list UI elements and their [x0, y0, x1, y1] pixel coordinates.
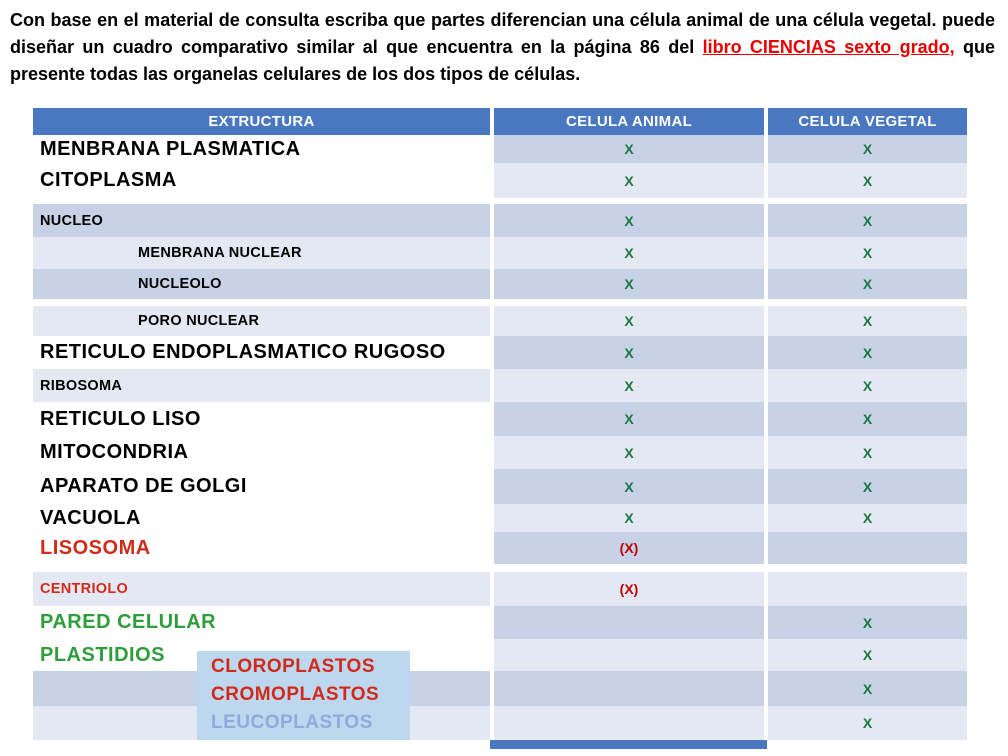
animal-cell-mark: X — [490, 436, 764, 469]
animal-cell-mark: X — [490, 204, 764, 237]
organelle-label: NUCLEOLO — [33, 269, 490, 299]
organelle-label: APARATO DE GOLGI — [33, 469, 490, 504]
vegetal-cell-mark: X — [764, 606, 967, 639]
vegetal-cell-mark: X — [764, 306, 967, 336]
organelle-label: MITOCONDRIA — [33, 436, 490, 469]
intro-text-end: que presente todas las organelas celulares de los dos tipos de células. — [10, 37, 995, 84]
vegetal-cell-mark: X — [764, 706, 967, 740]
animal-cell-mark — [490, 606, 764, 639]
table-row — [33, 306, 967, 336]
vegetal-cell-mark: X — [764, 369, 967, 402]
table-row — [33, 163, 967, 198]
organelle-label: PORO NUCLEAR — [33, 306, 490, 336]
animal-cell-mark: (X) — [490, 532, 764, 564]
table-row — [33, 336, 967, 369]
vegetal-cell-mark: X — [764, 469, 967, 504]
vegetal-cell-mark — [764, 572, 967, 606]
intro-paragraph — [10, 7, 995, 88]
animal-cell-mark: X — [490, 237, 764, 269]
vegetal-cell-mark: X — [764, 204, 967, 237]
organelle-label: NUCLEO — [33, 204, 490, 237]
plastid-type-label: CROMOPLASTOS — [211, 684, 380, 705]
table-row — [33, 572, 967, 606]
table-row — [33, 237, 967, 269]
table-row — [33, 204, 967, 237]
row-gap — [33, 564, 967, 572]
table-row — [33, 402, 967, 436]
organelle-label: CENTRIOLO — [33, 572, 490, 606]
table-row — [33, 606, 967, 639]
organelle-label: RETICULO ENDOPLASMATICO RUGOSO — [33, 336, 490, 369]
table-bottom-border — [490, 740, 767, 749]
organelle-label: MENBRANA PLASMATICA — [33, 135, 490, 163]
organelle-label: RIBOSOMA — [33, 369, 490, 402]
table-row — [33, 532, 967, 564]
animal-cell-mark: X — [490, 402, 764, 436]
animal-cell-mark: X — [490, 306, 764, 336]
organelle-label: MENBRANA NUCLEAR — [33, 237, 490, 269]
vegetal-cell-mark: X — [764, 269, 967, 299]
animal-cell-mark — [490, 639, 764, 671]
organelle-label: VACUOLA — [33, 504, 490, 532]
organelle-label: LISOSOMA — [33, 532, 490, 564]
table-row — [33, 639, 967, 671]
animal-cell-mark: X — [490, 469, 764, 504]
intro-book-link[interactable]: libro CIENCIAS sexto grado, — [702, 37, 955, 57]
vegetal-cell-mark: X — [764, 135, 967, 163]
vegetal-cell-mark: X — [764, 237, 967, 269]
organelle-label: RETICULO LISO — [33, 402, 490, 436]
vegetal-cell-mark: X — [764, 671, 967, 706]
table-row — [33, 469, 967, 504]
table-row — [33, 504, 967, 532]
intro-text-start: Con base en el material de consulta escriba que partes diferencian una célula animal de una célula vegetal. puede diseñar un cuadro comparativo similar al que encuentra en la página 86 del — [10, 10, 995, 57]
vegetal-cell-mark: X — [764, 163, 967, 198]
vegetal-cell-mark: X — [764, 436, 967, 469]
animal-cell-mark: X — [490, 269, 764, 299]
table-row — [33, 135, 967, 163]
plastid-type-label: CLOROPLASTOS — [211, 656, 375, 677]
organelle-label: PLASTIDIOS — [33, 639, 490, 671]
animal-cell-mark — [490, 671, 764, 706]
table-row — [33, 671, 967, 706]
animal-cell-mark: (X) — [490, 572, 764, 606]
row-gap — [33, 299, 967, 306]
organelles-comparison-table — [33, 108, 967, 740]
vegetal-cell-mark: X — [764, 336, 967, 369]
animal-cell-mark: X — [490, 369, 764, 402]
table-row — [33, 369, 967, 402]
header-celula-animal: CELULA ANIMAL — [490, 108, 764, 135]
vegetal-cell-mark: X — [764, 402, 967, 436]
table-body — [33, 135, 967, 740]
plastid-types-box — [197, 651, 410, 740]
animal-cell-mark — [490, 706, 764, 740]
vegetal-cell-mark — [764, 532, 967, 564]
header-celula-vegetal: CELULA VEGETAL — [764, 108, 967, 135]
animal-cell-mark: X — [490, 163, 764, 198]
vegetal-cell-mark: X — [764, 639, 967, 671]
table-header-row — [33, 108, 967, 135]
animal-cell-mark: X — [490, 135, 764, 163]
organelle-label: PARED CELULAR — [33, 606, 490, 639]
vegetal-cell-mark: X — [764, 504, 967, 532]
table-row — [33, 706, 967, 740]
table-row — [33, 436, 967, 469]
table-row — [33, 269, 967, 299]
animal-cell-mark: X — [490, 336, 764, 369]
animal-cell-mark: X — [490, 504, 764, 532]
header-estructura: EXTRUCTURA — [33, 108, 490, 135]
organelle-label: CITOPLASMA — [33, 163, 490, 198]
plastid-type-label: LEUCOPLASTOS — [211, 712, 373, 733]
